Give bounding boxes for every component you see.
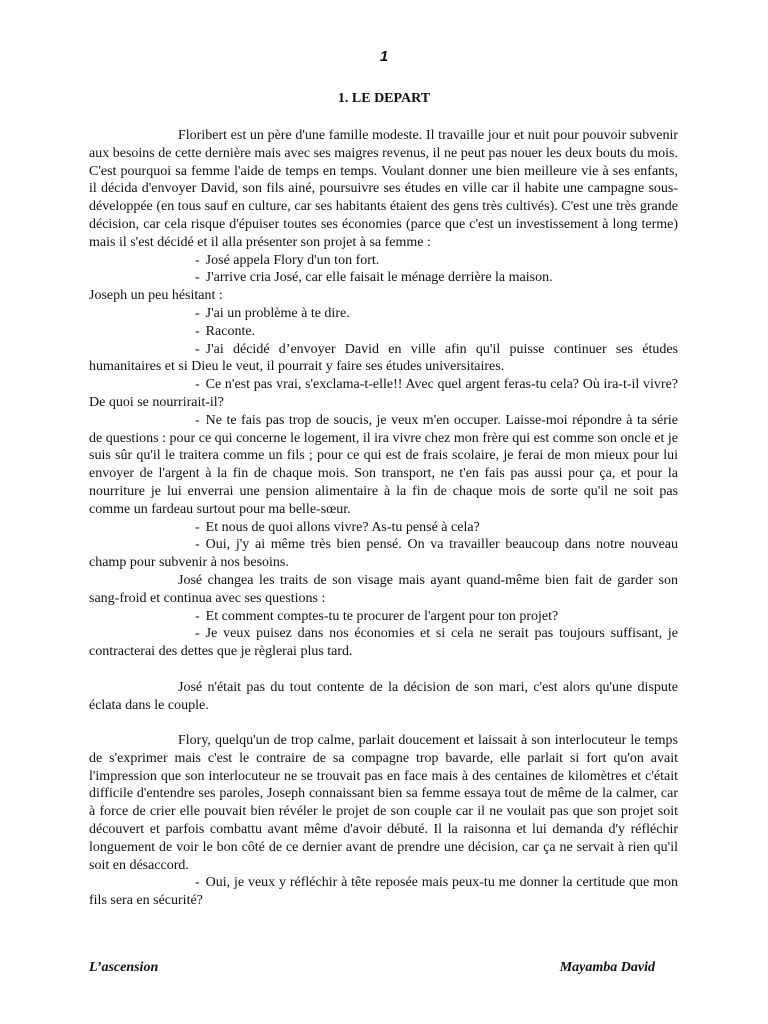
paragraph: Flory, quelqu'un de trop calme, parlait doucement et laissait à son interlocuteur le temps de s'exprimer mais c'est le contraire de sa compagne trop bavarde, elle parlait si fort qu'on avait l'impression que son interlocuteur ne se trouvait pas en face mais à des centaines de kilomètres et c'était difficile d'entendre ses paroles, Joseph connaissant bien sa femme essaya tout de même de la calmer, car à force de crier elle pouvait bien révéler le projet de son couple car il ne voulait pas que son projet soit découvert et parfois combattu avant même d'avoir débuté. Il la raisonna et lui demanda d'y réfléchir longuement de voir le bon côté de ce dernier avant de prendre une décision, car ça ne servait à rien qu'il soit en désaccord. xyxy=(89,733,678,873)
dialogue-line xyxy=(89,376,678,412)
dialogue-line xyxy=(89,252,678,270)
dialogue-dash: - xyxy=(195,875,200,891)
dialogue-dash: - xyxy=(195,537,200,553)
dialogue-line xyxy=(89,341,678,377)
dialogue-line xyxy=(89,608,678,626)
dialogue-dash: - xyxy=(195,608,200,624)
page-number: 1 xyxy=(379,48,389,65)
footer-book-title: L’ascension xyxy=(89,960,159,975)
dialogue-text: Ce n'est pas vrai, s'exclama-t-elle!! Avec quel argent feras-tu cela? Où ira-t-il vivre? De quoi se nourrirait-il? xyxy=(89,377,678,410)
dialogue-line xyxy=(89,269,678,287)
dialogue-text: Oui, je veux y réfléchir à tête reposée mais peux-tu me donner la certitude que mon fils sera en sécurité? xyxy=(89,875,678,909)
paragraph: Joseph un peu hésitant : xyxy=(89,288,223,304)
dialogue-line xyxy=(89,536,678,572)
dialogue-text: Je veux puisez dans nos économies et si cela ne serait pas toujours suffisant, je contracterai des dettes que je règlerai plus tard. xyxy=(89,626,678,660)
dialogue-line xyxy=(89,519,678,537)
paragraph-spacer xyxy=(89,661,678,679)
dialogue-dash: - xyxy=(195,323,200,339)
dialogue-dash: - xyxy=(195,377,200,393)
dialogue-dash: - xyxy=(195,341,200,357)
dialogue-dash: - xyxy=(195,412,200,428)
dialogue-text: J'ai un problème à te dire. xyxy=(205,305,350,321)
dialogue-text: Et comment comptes-tu te procurer de l'argent pour ton projet? xyxy=(205,608,559,624)
dialogue-dash: - xyxy=(195,270,200,286)
dialogue-line xyxy=(89,412,678,519)
dialogue-text: Raconte. xyxy=(205,323,256,339)
chapter-title: 1. LE DEPART xyxy=(337,91,431,106)
paragraph: José n'était pas du tout contente de la décision de son mari, c'est alors qu'une dispute éclata dans le couple. xyxy=(89,679,678,713)
dialogue-dash: - xyxy=(195,305,200,321)
dialogue-dash: - xyxy=(195,519,200,535)
page-footer xyxy=(89,960,655,976)
dialogue-text: Et nous de quoi allons vivre? As-tu pensé à cela? xyxy=(205,519,480,535)
paragraph: Floribert est un père d'une famille modeste. Il travaille jour et nuit pour pouvoir subvenir aux besoins de cette dernière mais avec ses maigres revenus, il ne peut pas nouer les deux bouts du mois. C'est pourquoi sa femme l'aide de temps en temps. Voulant donner une bien meilleure vie à ses enfants, il décida d'envoyer David, son fils ainé, poursuivre ses études en ville car il habite une campagne sous-développée (en tous sauf en culture, car ses habitants étaient des gens très cultivés). C'est une très grande décision, car cela risque d'épuiser toutes ses économies (parce que c'est un investissement à long terme) mais il s'est décidé et il alla présenter son projet à sa femme : xyxy=(89,128,678,250)
dialogue-line xyxy=(89,625,678,661)
dialogue-dash: - xyxy=(195,626,200,642)
dialogue-line xyxy=(89,874,678,910)
dialogue-dash: - xyxy=(195,252,200,268)
dialogue-text: José appela Flory d'un ton fort. xyxy=(205,252,380,268)
footer-author: Mayamba David xyxy=(559,960,655,975)
dialogue-text: J'ai décidé d’envoyer David en ville afin qu'il puisse continuer ses études humanitaires et si Dieu le veut, il pourrait y faire ses études universitaires. xyxy=(89,341,678,375)
body-text xyxy=(89,127,678,910)
dialogue-text: J'arrive cria José, car elle faisait le ménage derrière la maison. xyxy=(205,270,553,286)
dialogue-text: Oui, j'y ai même très bien pensé. On va travailler beaucoup dans notre nouveau champ pour subvenir à nos besoins. xyxy=(89,537,678,571)
paragraph: José changea les traits de son visage mais ayant quand-même bien fait de garder son sang-froid et continua avec ses questions : xyxy=(89,572,678,606)
dialogue-text: Ne te fais pas trop de soucis, je veux m'en occuper. Laisse-moi répondre à ta série de questions : pour ce qui concerne le logement, il ira vivre chez mon frère qui est comme son oncle et je suis sûr qu'il le traitera comme un fils ; pour ce qui est de frais scolaire, je ferai de mon mieux pour lui envoyer de l'argent à la fin de chaque mois. Son transport, ne t'en fais pas aussi pour ça, et pour la nourriture je lui enverrai une pension alimentaire à la fin de chaque mois de sorte qu'il ne soit pas comme un fardeau surtout pour ma belle-sœur. xyxy=(89,412,678,517)
dialogue-line xyxy=(89,323,678,341)
dialogue-line xyxy=(89,305,678,323)
paragraph-spacer xyxy=(89,714,678,732)
